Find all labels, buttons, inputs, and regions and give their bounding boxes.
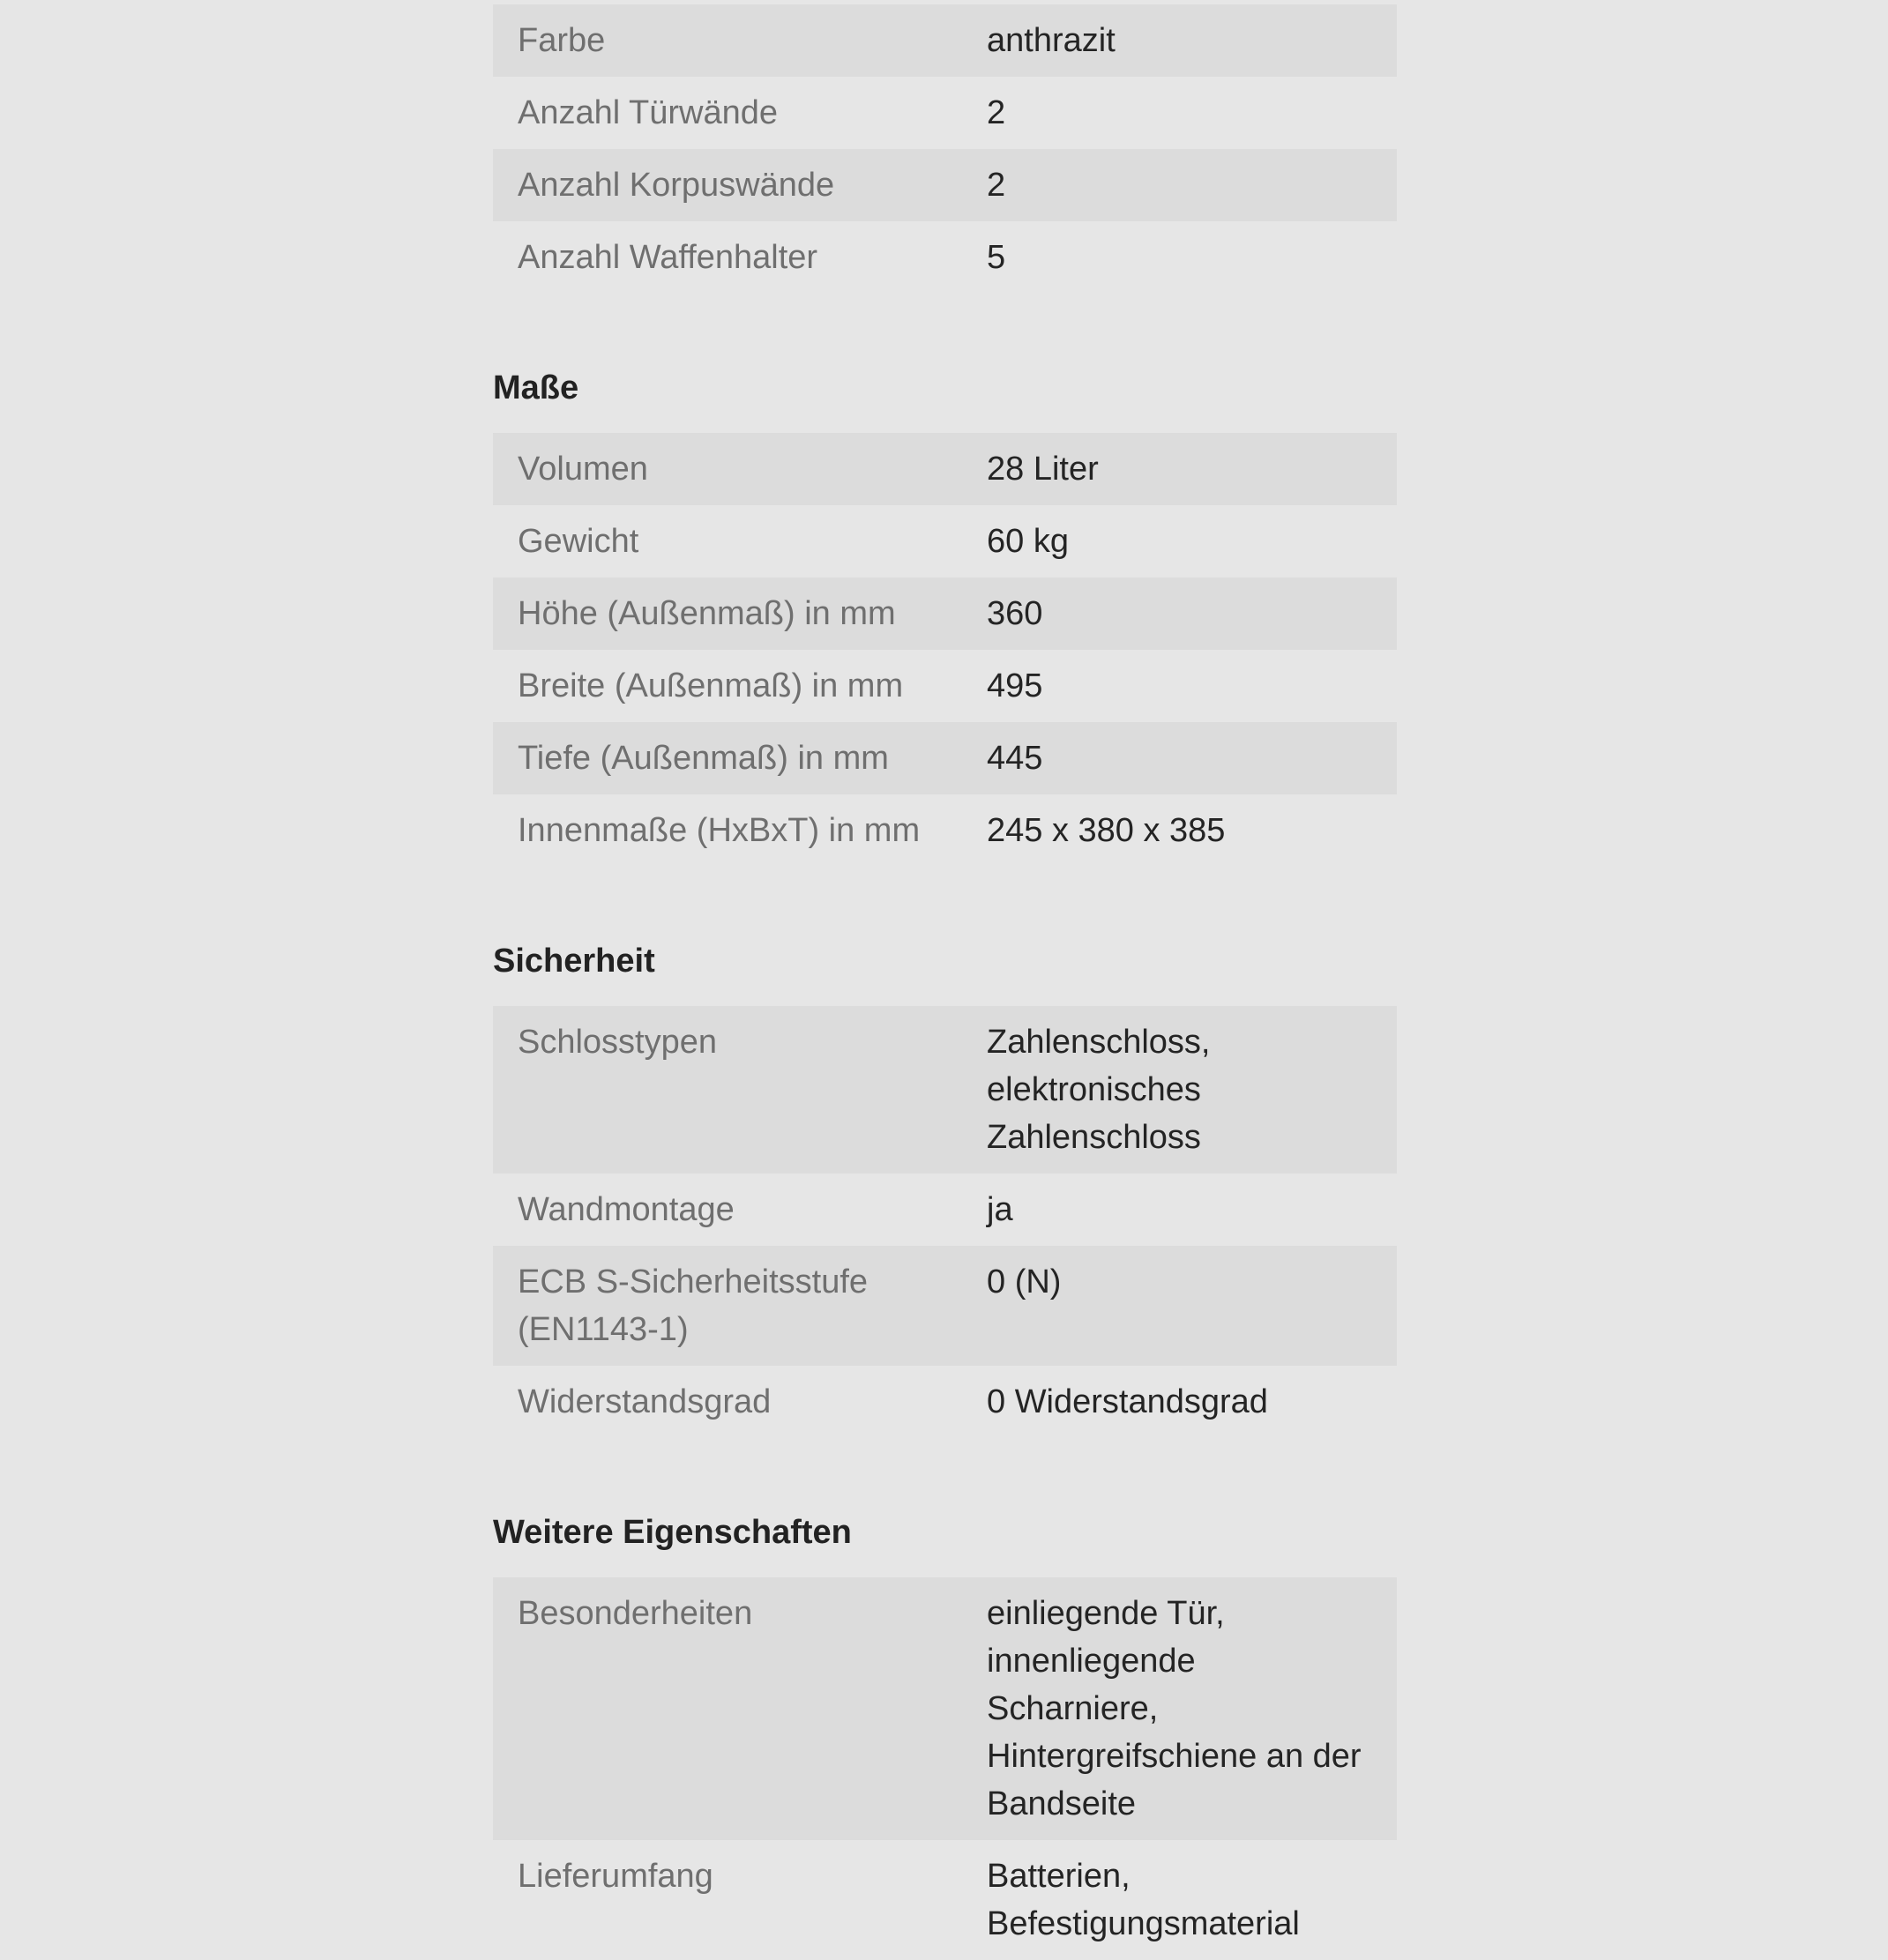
spec-label: Anzahl Türwände [493,77,962,149]
specs-table-weitere-eigenschaften [493,1577,1397,1960]
section-heading-sicherheit: Sicherheit [493,943,655,980]
table-row [493,650,1397,722]
table-row [493,77,1397,149]
spec-value: 2 [962,149,1397,221]
table-row [493,433,1397,505]
spec-label: Besonderheiten [493,1577,962,1840]
table-row [493,149,1397,221]
spec-label: Farbe [493,4,962,77]
product-specifications [493,4,1397,1960]
spec-value: 60 kg [962,505,1397,578]
section-heading-weitere-eigenschaften: Weitere Eigenschaften [493,1514,852,1551]
table-row [493,4,1397,77]
spec-label: Volumen [493,433,962,505]
table-row [493,1840,1397,1960]
table-row [493,1577,1397,1840]
spec-value: ja [962,1174,1397,1246]
spec-value: 445 [962,722,1397,794]
table-row [493,578,1397,650]
spec-value: 0 (N) [962,1246,1397,1366]
table-row [493,1366,1397,1438]
spec-value: 0 Widerstandsgrad [962,1366,1397,1438]
spec-label: Schlosstypen [493,1006,962,1174]
spec-value: 2 [962,77,1397,149]
table-row [493,794,1397,867]
spec-label: Gewicht [493,505,962,578]
spec-label: Wandmontage [493,1174,962,1246]
spec-value: Zahlenschloss, elektronisches Zahlenschloss [962,1006,1397,1174]
table-row [493,1246,1397,1366]
specs-table-sicherheit [493,1006,1397,1438]
spec-label: Breite (Außenmaß) in mm [493,650,962,722]
table-row [493,221,1397,294]
spec-value: einliegende Tür, innenliegende Scharniere, Hintergreifschiene an der Bandseite [962,1577,1397,1840]
table-row [493,505,1397,578]
spec-label: Anzahl Waffenhalter [493,221,962,294]
spec-label: Widerstandsgrad [493,1366,962,1438]
specs-table-general [493,4,1397,294]
table-row [493,722,1397,794]
spec-label: Höhe (Außenmaß) in mm [493,578,962,650]
spec-label: Lieferumfang [493,1840,962,1960]
spec-label: ECB S-Sicherheitsstufe (EN1143-1) [493,1246,962,1366]
section-heading-masse: Maße [493,369,579,406]
spec-value: 245 x 380 x 385 [962,794,1397,867]
spec-value: 495 [962,650,1397,722]
spec-label: Tiefe (Außenmaß) in mm [493,722,962,794]
spec-label: Innenmaße (HxBxT) in mm [493,794,962,867]
spec-value: 28 Liter [962,433,1397,505]
spec-value: Batterien, Befestigungsmaterial [962,1840,1397,1960]
spec-value: anthrazit [962,4,1397,77]
spec-value: 360 [962,578,1397,650]
specs-table-masse [493,433,1397,867]
table-row [493,1174,1397,1246]
spec-value: 5 [962,221,1397,294]
spec-label: Anzahl Korpuswände [493,149,962,221]
table-row [493,1006,1397,1174]
